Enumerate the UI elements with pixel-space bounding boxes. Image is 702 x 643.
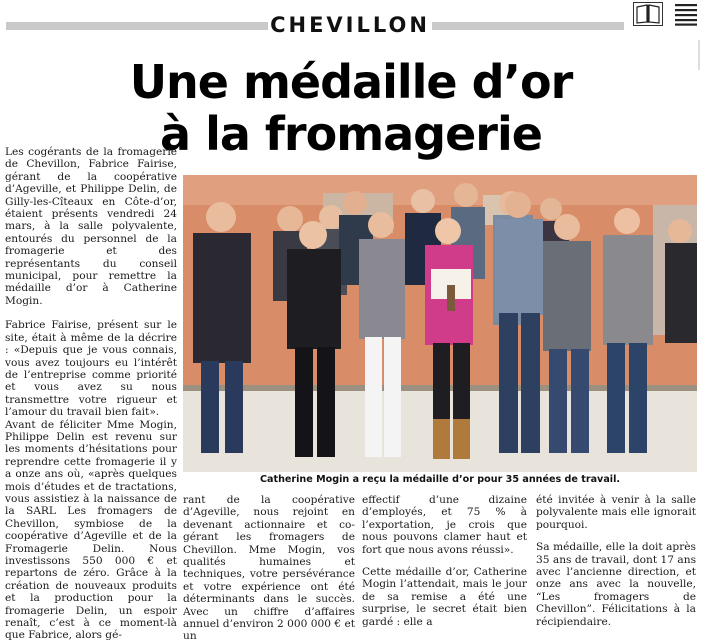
- paragraph: Sa médaille, elle la doit après 35 ans de travail, dont 17 ans avec l’ancienne direction, et onze ans avec la nouvelle, “Les fromagers de Chevillon”. Félicitations à la récipiendaire.: [536, 541, 696, 628]
- article-column-3: [362, 494, 527, 628]
- paragraph: rant de la coopérative d’Ageville, nous rejoint en devenant actionnaire et co-gérant les fromagers de Chevillon. Mme Mogin, vos qualités humaines et techniques, votre persévérance et votre expérience ont été déterminants dans le succès. Avec un chiffre d’affaires annuel d’environ 2 000 000 € et un: [183, 494, 355, 643]
- group-photo: [183, 175, 697, 472]
- text-lines-icon[interactable]: [674, 2, 698, 26]
- section-title: CHEVILLON: [270, 13, 430, 37]
- header-rule-left: [6, 22, 268, 30]
- paragraph: Les cogérants de la fromagerie de Chevillon, Fabrice Fairise, gérant de la coopérative d’Ageville, et Philippe Delin, de Gilly-les-Cîteaux en Côte-d’or, étaient présents vendredi 24 mars, à la salle polyvalente, entourés du personnel de la fromagerie et des représentants du conseil municipal, pour remettre la médaille d’or à Catherine Mogin.: [5, 146, 177, 307]
- paragraph: Cette médaille d’or, Catherine Mogin l’attendait, mais le jour de sa remise a été une surprise, le secret était bien gardé : elle a: [362, 566, 527, 628]
- article-column-2: [183, 494, 355, 643]
- paragraph: Fabrice Fairise, présent sur le site, était à même de la décrire : «Depuis que je vous connais, vous avez toujours eu l’intérêt de l’entreprise comme priorité et vous avez su nous transmettre votre rigueur et l’amour du travail bien fait».: [5, 319, 177, 419]
- headline-line-2: à la fromagerie: [160, 107, 542, 161]
- article-column-4: [536, 494, 696, 628]
- article-column-1: [5, 146, 177, 642]
- group-photo-illustration: [183, 175, 697, 472]
- photo-caption: Catherine Mogin a reçu la médaille d’or pour 35 années de travail.: [259, 474, 621, 485]
- header-rule-right: [432, 22, 624, 30]
- paragraph: effectif d’une dizaine d’employés, et 75 % à l’exportation, je crois que nous pouvons clamer haut et fort que nous avons réussi».: [362, 494, 527, 556]
- book-icon[interactable]: [633, 2, 663, 26]
- headline-line-1: Une médaille d’or: [129, 55, 573, 109]
- paragraph: Avant de féliciter Mme Mogin, Philippe Delin est revenu sur les moments d’hésitations pour reprendre cette fromagerie il y a onze ans où, «après quelques mois d’études et de tractations, vous assistiez à la naissance de la SARL Les fromagers de Chevillon, symbiose de la coopérative d’Ageville et de la Fromagerie Delin. Nous investissons 550 000 € et repartons de zéro. Grâce à la création de nouveaux produits et la production pour la fromagerie Delin, un espoir renaît, c’est à ce moment-là que Fabrice, alors gé-: [5, 418, 177, 642]
- paragraph: été invitée à venir à la salle polyvalente mais elle ignorait pourquoi.: [536, 494, 696, 531]
